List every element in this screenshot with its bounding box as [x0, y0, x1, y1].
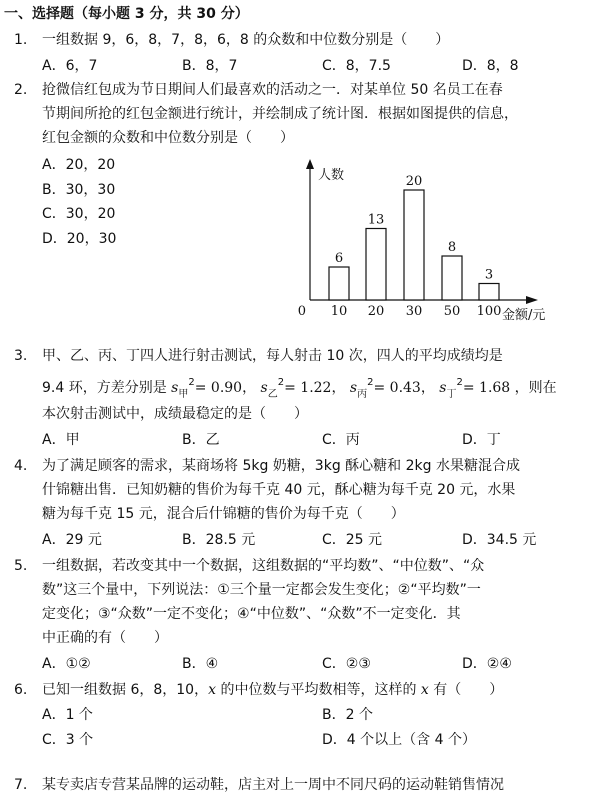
option-b[interactable]: B．30，30	[42, 182, 116, 198]
question-text-line: 什锦糖出售．已知奶糖的售价为每千克 40 元，酥心糖为每千克 20 元，水果	[42, 482, 516, 498]
data-label: 20	[405, 174, 423, 189]
origin-label: 0	[297, 304, 306, 319]
x-axis-arrow	[526, 296, 538, 304]
question-text-line: 数”这三个量中，下列说法：①三个量一定都会发生变化；②“平均数”一	[42, 582, 481, 598]
option-d[interactable]: D．8，8	[462, 58, 519, 74]
question-text-line: 定变化；③“众数”一定不变化；④“中位数”、“众数”不一定变化．其	[42, 606, 461, 622]
question-text: 已知一组数据 6，8，10，x 的中位数与平均数相等，这样的 x 有（ ）	[42, 682, 504, 698]
question-number: 3.	[14, 348, 28, 364]
data-label: 3	[484, 267, 494, 283]
question-text-line: 本次射击测试中，成绩最稳定的是（ ）	[42, 406, 308, 422]
data-label: 13	[367, 212, 385, 228]
section-title: 一、选择题（每小题 3 分，共 30 分）	[4, 6, 249, 22]
question-text-line: 某专卖店专营某品牌的运动鞋，店主对上一周中不同尺码的运动鞋销售情况	[42, 777, 504, 793]
question-text-line: 中正确的有（ ）	[42, 630, 168, 646]
question-number: 4.	[14, 458, 28, 474]
y-axis-label: 人数	[318, 168, 345, 183]
bar-chart	[290, 155, 580, 330]
question-text-line: 红包金额的众数和中位数分别是（ ）	[42, 130, 294, 146]
bar-100	[479, 284, 499, 301]
option-a[interactable]: A．6，7	[42, 58, 98, 74]
option-c[interactable]: C．8，7.5	[322, 58, 391, 74]
question-number: 1.	[14, 32, 28, 48]
question-text-line: 一组数据，若改变其中一个数据，这组数据的“平均数”、“中位数”、“众	[42, 558, 485, 574]
option-c[interactable]: C．3 个	[42, 732, 94, 748]
question-number: 7.	[14, 777, 28, 793]
option-a[interactable]: A．甲	[42, 432, 80, 448]
option-d[interactable]: D．丁	[462, 432, 501, 448]
variance-jia: $s_甲^2= 0.90$，	[171, 377, 257, 400]
question-number: 6.	[14, 682, 28, 698]
option-d[interactable]: D．②④	[462, 656, 512, 672]
variance-line	[42, 373, 557, 405]
question-text-line: 为了满足顾客的需求，某商场将 5kg 奶糖，3kg 酥心糖和 2kg 水果糖混合成	[42, 458, 520, 474]
x-axis-label: 金额/元	[502, 308, 546, 323]
option-a[interactable]: A．20，20	[42, 157, 116, 173]
bar-30	[404, 190, 424, 300]
bar-50	[442, 256, 462, 300]
x-tick-label: 30	[405, 304, 423, 319]
bar-10	[329, 267, 349, 300]
question-text-line: 抢微信红包成为节日期间人们最喜欢的活动之一．对某单位 50 名员工在春	[42, 82, 503, 98]
option-b[interactable]: B．④	[182, 656, 219, 672]
option-a[interactable]: A．1 个	[42, 707, 93, 723]
data-label: 8	[447, 240, 457, 255]
option-c[interactable]: C．丙	[322, 432, 360, 448]
variance-prefix: 9.4 环，方差分别是	[42, 380, 167, 396]
question-text-line: 甲、乙、丙、丁四人进行射击测试，每人射击 10 次，四人的平均成绩均是	[42, 348, 503, 364]
option-c[interactable]: C．25 元	[322, 532, 383, 548]
variance-suffix: ，则在	[514, 380, 557, 396]
option-b[interactable]: B．28.5 元	[182, 532, 256, 548]
y-axis-arrow	[306, 159, 314, 169]
x-tick-label: 50	[443, 304, 461, 319]
option-b[interactable]: B．2 个	[322, 707, 373, 723]
option-c[interactable]: C．30，20	[42, 206, 116, 222]
question-text-line: 糖为每千克 15 元，混合后什锦糖的售价为每千克（ ）	[42, 506, 405, 522]
option-d[interactable]: D．20，30	[42, 231, 117, 247]
option-d[interactable]: D．4 个以上（含 4 个）	[322, 732, 476, 748]
x-tick-label: 20	[367, 304, 385, 319]
variance-ding: $s_丁^2= 1.68$	[439, 377, 511, 400]
variance-bing: $s_丙^2= 0.43$，	[349, 377, 435, 400]
option-a[interactable]: A．29 元	[42, 532, 102, 548]
question-text: 一组数据 9，6，8，7，8，6，8 的众数和中位数分别是（ ）	[42, 32, 450, 48]
question-text-line: 节期间所抢的红包金额进行统计，并绘制成了统计图．根据如图提供的信息，	[42, 106, 518, 122]
bar-20	[366, 229, 386, 301]
data-label: 6	[334, 251, 344, 266]
question-number: 5.	[14, 558, 28, 574]
x-tick-label: 10	[330, 304, 348, 319]
variance-yi: $s_乙^2= 1.22$，	[260, 377, 346, 400]
option-b[interactable]: B．乙	[182, 432, 220, 448]
option-d[interactable]: D．34.5 元	[462, 532, 537, 548]
question-number: 2.	[14, 82, 28, 98]
option-c[interactable]: C．②③	[322, 656, 371, 672]
x-tick-label: 100	[476, 304, 502, 319]
option-b[interactable]: B．8，7	[182, 58, 238, 74]
option-a[interactable]: A．①②	[42, 656, 91, 672]
